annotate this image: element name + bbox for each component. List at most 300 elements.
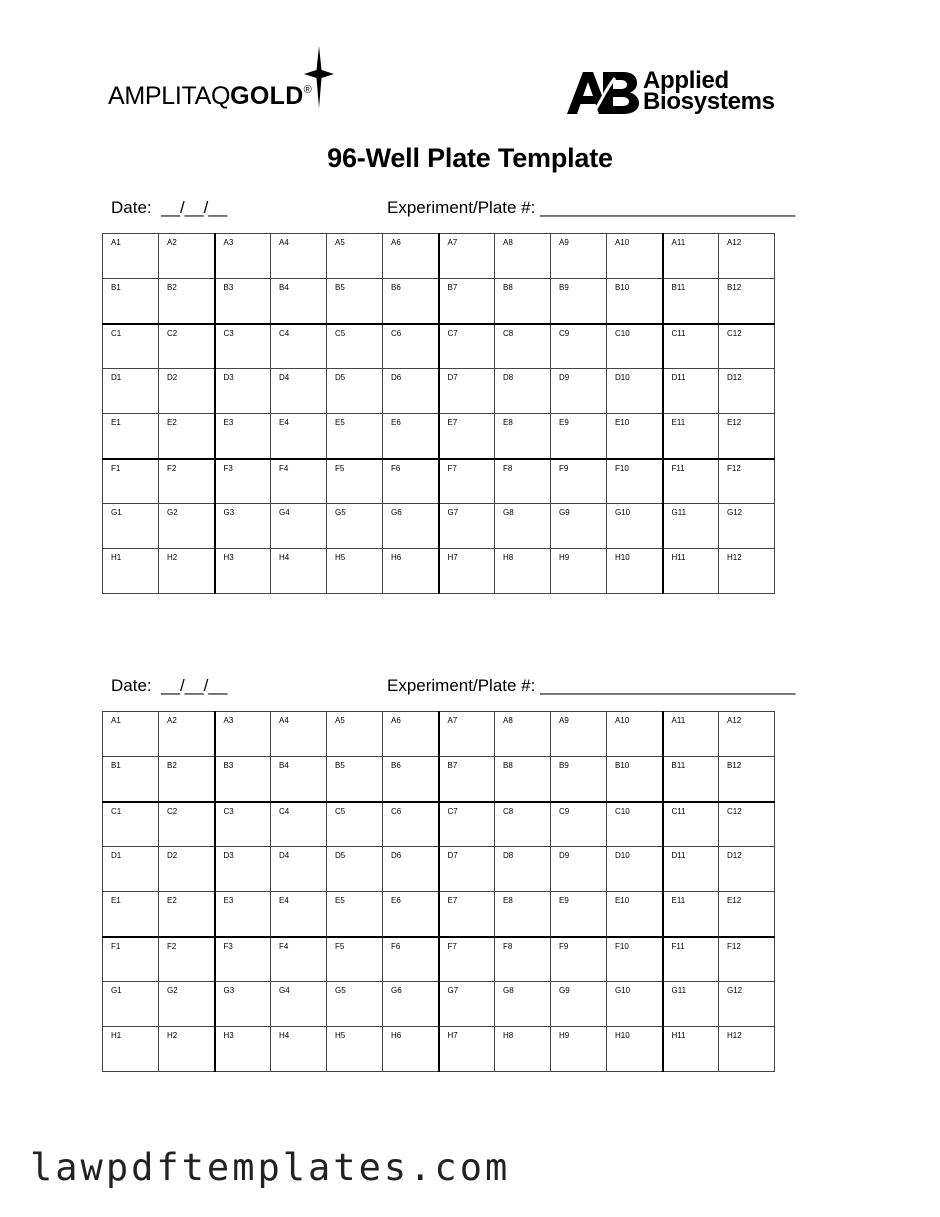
well-e5[interactable]	[327, 892, 383, 937]
well-label: A4	[279, 238, 289, 247]
well-a12[interactable]	[719, 712, 775, 757]
well-label: H8	[503, 1031, 514, 1040]
well-h5[interactable]	[327, 549, 383, 594]
well-d12[interactable]	[719, 369, 775, 414]
well-label: C7	[447, 806, 458, 816]
well-a3[interactable]	[215, 712, 271, 757]
well-g7[interactable]	[439, 504, 495, 549]
well-g12[interactable]	[719, 504, 775, 549]
well-a4[interactable]	[271, 234, 327, 279]
well-f1[interactable]	[103, 937, 159, 982]
well-d11[interactable]	[663, 847, 719, 892]
well-h9[interactable]	[551, 1027, 607, 1072]
well-c4[interactable]	[271, 324, 327, 369]
well-label: C10	[615, 806, 630, 816]
well-b11[interactable]	[663, 757, 719, 802]
well-d1[interactable]	[103, 847, 159, 892]
well-h11[interactable]	[663, 1027, 719, 1072]
well-e1[interactable]	[103, 414, 159, 459]
well-d9[interactable]	[551, 847, 607, 892]
well-f12[interactable]	[719, 459, 775, 504]
well-c7[interactable]	[439, 324, 495, 369]
well-d5[interactable]	[327, 847, 383, 892]
well-label: G12	[727, 986, 743, 995]
well-c1[interactable]	[103, 324, 159, 369]
well-d1[interactable]	[103, 369, 159, 414]
well-label: G11	[671, 986, 687, 995]
well-f10[interactable]	[607, 459, 663, 504]
well-d5[interactable]	[327, 369, 383, 414]
amplitaq-gold-logo	[108, 46, 338, 116]
well-a9[interactable]	[551, 234, 607, 279]
well-f11[interactable]	[663, 937, 719, 982]
well-e11[interactable]	[663, 414, 719, 459]
well-label: H10	[615, 553, 630, 562]
well-label: D1	[111, 373, 122, 382]
well-g1[interactable]	[103, 982, 159, 1027]
well-label: B7	[447, 761, 458, 770]
well-a8[interactable]	[495, 234, 551, 279]
date-label: Date:	[111, 676, 152, 695]
plate-row-a	[103, 712, 775, 757]
well-a11[interactable]	[663, 234, 719, 279]
well-g12[interactable]	[719, 982, 775, 1027]
well-c7[interactable]	[439, 802, 495, 847]
well-d10[interactable]	[607, 369, 663, 414]
well-h4[interactable]	[271, 549, 327, 594]
well-f2[interactable]	[159, 937, 215, 982]
well-label: D11	[671, 851, 686, 860]
well-label: B1	[111, 283, 121, 292]
well-b2[interactable]	[159, 757, 215, 802]
well-label: C12	[727, 806, 742, 816]
well-label: A4	[279, 716, 289, 725]
well-label: G11	[671, 508, 687, 517]
well-f7[interactable]	[439, 459, 495, 504]
well-g4[interactable]	[271, 504, 327, 549]
well-b6[interactable]	[383, 757, 439, 802]
well-e3[interactable]	[215, 414, 271, 459]
well-label: A7	[447, 238, 458, 247]
well-label: D7	[447, 851, 458, 860]
well-f11[interactable]	[663, 459, 719, 504]
well-b1[interactable]	[103, 279, 159, 324]
well-label: E5	[335, 418, 345, 427]
well-g8[interactable]	[495, 504, 551, 549]
well-f4[interactable]	[271, 459, 327, 504]
logo-text-biosystems: Biosystems	[643, 88, 775, 115]
well-label: B3	[223, 283, 234, 292]
well-h7[interactable]	[439, 549, 495, 594]
well-c8[interactable]	[495, 802, 551, 847]
well-e9[interactable]	[551, 414, 607, 459]
well-g5[interactable]	[327, 504, 383, 549]
well-b11[interactable]	[663, 279, 719, 324]
well-label: A6	[391, 238, 401, 247]
well-label: H12	[727, 553, 742, 562]
well-label: H12	[727, 1031, 742, 1040]
well-a7[interactable]	[439, 712, 495, 757]
well-g11[interactable]	[663, 504, 719, 549]
well-e6[interactable]	[383, 892, 439, 937]
well-h12[interactable]	[719, 549, 775, 594]
well-b3[interactable]	[215, 757, 271, 802]
well-b8[interactable]	[495, 279, 551, 324]
well-b8[interactable]	[495, 757, 551, 802]
well-e2[interactable]	[159, 892, 215, 937]
well-f6[interactable]	[383, 459, 439, 504]
well-label: B10	[615, 283, 630, 292]
experiment-field[interactable]: ___________________________	[540, 198, 796, 217]
date-field[interactable]: __/__/__	[161, 198, 228, 217]
well-h3[interactable]	[215, 1027, 271, 1072]
well-label: F8	[503, 463, 513, 473]
well-a10[interactable]	[607, 712, 663, 757]
well-a6[interactable]	[383, 234, 439, 279]
well-e8[interactable]	[495, 892, 551, 937]
plate-row-e	[103, 414, 775, 459]
well-b6[interactable]	[383, 279, 439, 324]
well-h7[interactable]	[439, 1027, 495, 1072]
well-h4[interactable]	[271, 1027, 327, 1072]
well-h3[interactable]	[215, 549, 271, 594]
well-b4[interactable]	[271, 757, 327, 802]
well-a6[interactable]	[383, 712, 439, 757]
well-label: A12	[727, 238, 742, 247]
well-label: C5	[335, 806, 346, 816]
well-g11[interactable]	[663, 982, 719, 1027]
well-a11[interactable]	[663, 712, 719, 757]
well-h1[interactable]	[103, 549, 159, 594]
well-label: C9	[559, 806, 570, 816]
well-label: D7	[447, 373, 458, 382]
well-e5[interactable]	[327, 414, 383, 459]
well-b10[interactable]	[607, 279, 663, 324]
well-label: H3	[223, 1031, 234, 1040]
well-h9[interactable]	[551, 549, 607, 594]
well-label: C12	[727, 328, 742, 338]
well-label: C6	[391, 328, 402, 338]
well-g7[interactable]	[439, 982, 495, 1027]
date-line	[111, 198, 227, 218]
well-b3[interactable]	[215, 279, 271, 324]
well-a12[interactable]	[719, 234, 775, 279]
well-f4[interactable]	[271, 937, 327, 982]
well-label: A10	[615, 238, 630, 247]
well-label: C8	[503, 806, 514, 816]
well-d7[interactable]	[439, 369, 495, 414]
well-g2[interactable]	[159, 504, 215, 549]
well-a3[interactable]	[215, 234, 271, 279]
date-line	[111, 676, 227, 696]
well-b7[interactable]	[439, 279, 495, 324]
well-e10[interactable]	[607, 892, 663, 937]
well-label: D9	[559, 851, 570, 860]
well-a9[interactable]	[551, 712, 607, 757]
well-h10[interactable]	[607, 549, 663, 594]
well-g6[interactable]	[383, 504, 439, 549]
well-h10[interactable]	[607, 1027, 663, 1072]
well-e4[interactable]	[271, 892, 327, 937]
well-c12[interactable]	[719, 802, 775, 847]
well-label: E5	[335, 896, 345, 905]
well-e12[interactable]	[719, 414, 775, 459]
well-c11[interactable]	[663, 802, 719, 847]
well-g6[interactable]	[383, 982, 439, 1027]
well-f9[interactable]	[551, 459, 607, 504]
well-f5[interactable]	[327, 937, 383, 982]
well-d3[interactable]	[215, 847, 271, 892]
well-f12[interactable]	[719, 937, 775, 982]
well-label: H3	[223, 553, 234, 562]
well-d9[interactable]	[551, 369, 607, 414]
well-g2[interactable]	[159, 982, 215, 1027]
well-c5[interactable]	[327, 324, 383, 369]
well-label: H5	[335, 1031, 346, 1040]
well-f8[interactable]	[495, 459, 551, 504]
well-d8[interactable]	[495, 369, 551, 414]
applied-biosystems-logo	[567, 67, 782, 118]
well-label: C4	[279, 806, 290, 816]
well-g10[interactable]	[607, 982, 663, 1027]
well-e8[interactable]	[495, 414, 551, 459]
well-c3[interactable]	[215, 802, 271, 847]
well-d6[interactable]	[383, 369, 439, 414]
well-e3[interactable]	[215, 892, 271, 937]
well-g8[interactable]	[495, 982, 551, 1027]
well-a7[interactable]	[439, 234, 495, 279]
well-a1[interactable]	[103, 234, 159, 279]
well-label: H2	[167, 1031, 178, 1040]
well-g3[interactable]	[215, 504, 271, 549]
well-label: G12	[727, 508, 743, 517]
well-label: C3	[223, 328, 234, 338]
well-label: H7	[447, 1031, 458, 1040]
well-label: G6	[391, 986, 402, 995]
well-f7[interactable]	[439, 937, 495, 982]
well-h12[interactable]	[719, 1027, 775, 1072]
well-c3[interactable]	[215, 324, 271, 369]
well-a2[interactable]	[159, 712, 215, 757]
well-d3[interactable]	[215, 369, 271, 414]
well-d4[interactable]	[271, 847, 327, 892]
well-h5[interactable]	[327, 1027, 383, 1072]
well-c10[interactable]	[607, 324, 663, 369]
well-f5[interactable]	[327, 459, 383, 504]
plate-row-b	[103, 757, 775, 802]
well-b5[interactable]	[327, 279, 383, 324]
well-label: E4	[279, 896, 289, 905]
well-label: D5	[335, 851, 346, 860]
well-d7[interactable]	[439, 847, 495, 892]
well-label: F10	[615, 941, 629, 951]
well-label: D5	[335, 373, 346, 382]
well-h2[interactable]	[159, 1027, 215, 1072]
date-field[interactable]: __/__/__	[161, 676, 228, 695]
well-label: F5	[335, 941, 345, 951]
well-d12[interactable]	[719, 847, 775, 892]
well-b4[interactable]	[271, 279, 327, 324]
well-label: G4	[279, 986, 290, 995]
well-f10[interactable]	[607, 937, 663, 982]
well-label: E6	[391, 418, 401, 427]
well-d8[interactable]	[495, 847, 551, 892]
plate-row-h	[103, 1027, 775, 1072]
well-g10[interactable]	[607, 504, 663, 549]
well-label: A3	[223, 716, 234, 725]
well-label: B5	[335, 761, 345, 770]
well-h1[interactable]	[103, 1027, 159, 1072]
well-f1[interactable]	[103, 459, 159, 504]
well-label: F9	[559, 941, 569, 951]
well-label: A12	[727, 716, 742, 725]
well-c10[interactable]	[607, 802, 663, 847]
well-e7[interactable]	[439, 892, 495, 937]
well-c4[interactable]	[271, 802, 327, 847]
well-label: C3	[223, 806, 234, 816]
well-b10[interactable]	[607, 757, 663, 802]
well-label: B4	[279, 761, 289, 770]
well-label: F1	[111, 941, 121, 951]
well-e1[interactable]	[103, 892, 159, 937]
well-label: F5	[335, 463, 345, 473]
well-label: E2	[167, 418, 177, 427]
well-c2[interactable]	[159, 802, 215, 847]
well-e6[interactable]	[383, 414, 439, 459]
well-label: F3	[223, 463, 233, 473]
well-d4[interactable]	[271, 369, 327, 414]
well-label: E9	[559, 896, 569, 905]
well-g5[interactable]	[327, 982, 383, 1027]
well-label: B10	[615, 761, 630, 770]
well-d2[interactable]	[159, 369, 215, 414]
well-h8[interactable]	[495, 1027, 551, 1072]
well-label: D2	[167, 373, 178, 382]
well-label: F4	[279, 941, 289, 951]
well-c5[interactable]	[327, 802, 383, 847]
well-g3[interactable]	[215, 982, 271, 1027]
well-a1[interactable]	[103, 712, 159, 757]
well-h11[interactable]	[663, 549, 719, 594]
well-e10[interactable]	[607, 414, 663, 459]
well-g4[interactable]	[271, 982, 327, 1027]
well-g9[interactable]	[551, 982, 607, 1027]
well-label: F10	[615, 463, 629, 473]
well-a8[interactable]	[495, 712, 551, 757]
well-label: G5	[335, 508, 346, 517]
well-a5[interactable]	[327, 234, 383, 279]
well-b5[interactable]	[327, 757, 383, 802]
well-f3[interactable]	[215, 459, 271, 504]
well-c6[interactable]	[383, 802, 439, 847]
well-h2[interactable]	[159, 549, 215, 594]
well-b7[interactable]	[439, 757, 495, 802]
well-label: D3	[223, 373, 234, 382]
well-c9[interactable]	[551, 324, 607, 369]
well-e11[interactable]	[663, 892, 719, 937]
well-label: G9	[559, 508, 570, 517]
well-label: E6	[391, 896, 401, 905]
well-label: H7	[447, 553, 458, 562]
experiment-field[interactable]: ___________________________	[540, 676, 796, 695]
well-label: B1	[111, 761, 121, 770]
well-label: B9	[559, 283, 569, 292]
well-a2[interactable]	[159, 234, 215, 279]
well-e7[interactable]	[439, 414, 495, 459]
well-a10[interactable]	[607, 234, 663, 279]
well-label: A1	[111, 238, 121, 247]
well-b9[interactable]	[551, 757, 607, 802]
well-b9[interactable]	[551, 279, 607, 324]
well-h8[interactable]	[495, 549, 551, 594]
well-e4[interactable]	[271, 414, 327, 459]
plate-row-a	[103, 234, 775, 279]
well-label: B8	[503, 761, 513, 770]
well-a5[interactable]	[327, 712, 383, 757]
well-label: B8	[503, 283, 513, 292]
well-g9[interactable]	[551, 504, 607, 549]
well-d2[interactable]	[159, 847, 215, 892]
well-b1[interactable]	[103, 757, 159, 802]
well-label: B2	[167, 761, 177, 770]
well-label: A11	[671, 238, 686, 247]
well-label: G8	[503, 508, 514, 517]
well-label: E12	[727, 418, 742, 427]
well-label: A5	[335, 238, 345, 247]
well-d10[interactable]	[607, 847, 663, 892]
well-d6[interactable]	[383, 847, 439, 892]
plate-row-d	[103, 369, 775, 414]
well-f2[interactable]	[159, 459, 215, 504]
well-label: A5	[335, 716, 345, 725]
well-c6[interactable]	[383, 324, 439, 369]
well-h6[interactable]	[383, 1027, 439, 1072]
well-c8[interactable]	[495, 324, 551, 369]
experiment-label: Experiment/Plate #:	[387, 676, 536, 695]
well-label: A6	[391, 716, 401, 725]
well-label: F1	[111, 463, 121, 473]
well-f6[interactable]	[383, 937, 439, 982]
well-e9[interactable]	[551, 892, 607, 937]
well-label: E4	[279, 418, 289, 427]
well-c1[interactable]	[103, 802, 159, 847]
ab-monogram-icon	[567, 72, 639, 114]
well-b12[interactable]	[719, 279, 775, 324]
well-e12[interactable]	[719, 892, 775, 937]
logo-text-applied: Applied	[643, 67, 729, 94]
well-f3[interactable]	[215, 937, 271, 982]
well-label: C9	[559, 328, 570, 338]
well-label: D12	[727, 373, 742, 382]
well-b12[interactable]	[719, 757, 775, 802]
well-c2[interactable]	[159, 324, 215, 369]
well-c12[interactable]	[719, 324, 775, 369]
well-d11[interactable]	[663, 369, 719, 414]
well-c9[interactable]	[551, 802, 607, 847]
well-h6[interactable]	[383, 549, 439, 594]
well-f8[interactable]	[495, 937, 551, 982]
well-label: F12	[727, 941, 741, 951]
well-e2[interactable]	[159, 414, 215, 459]
well-c11[interactable]	[663, 324, 719, 369]
well-label: G8	[503, 986, 514, 995]
well-a4[interactable]	[271, 712, 327, 757]
well-g1[interactable]	[103, 504, 159, 549]
well-label: A11	[671, 716, 686, 725]
well-f9[interactable]	[551, 937, 607, 982]
well-b2[interactable]	[159, 279, 215, 324]
well-label: A7	[447, 716, 458, 725]
